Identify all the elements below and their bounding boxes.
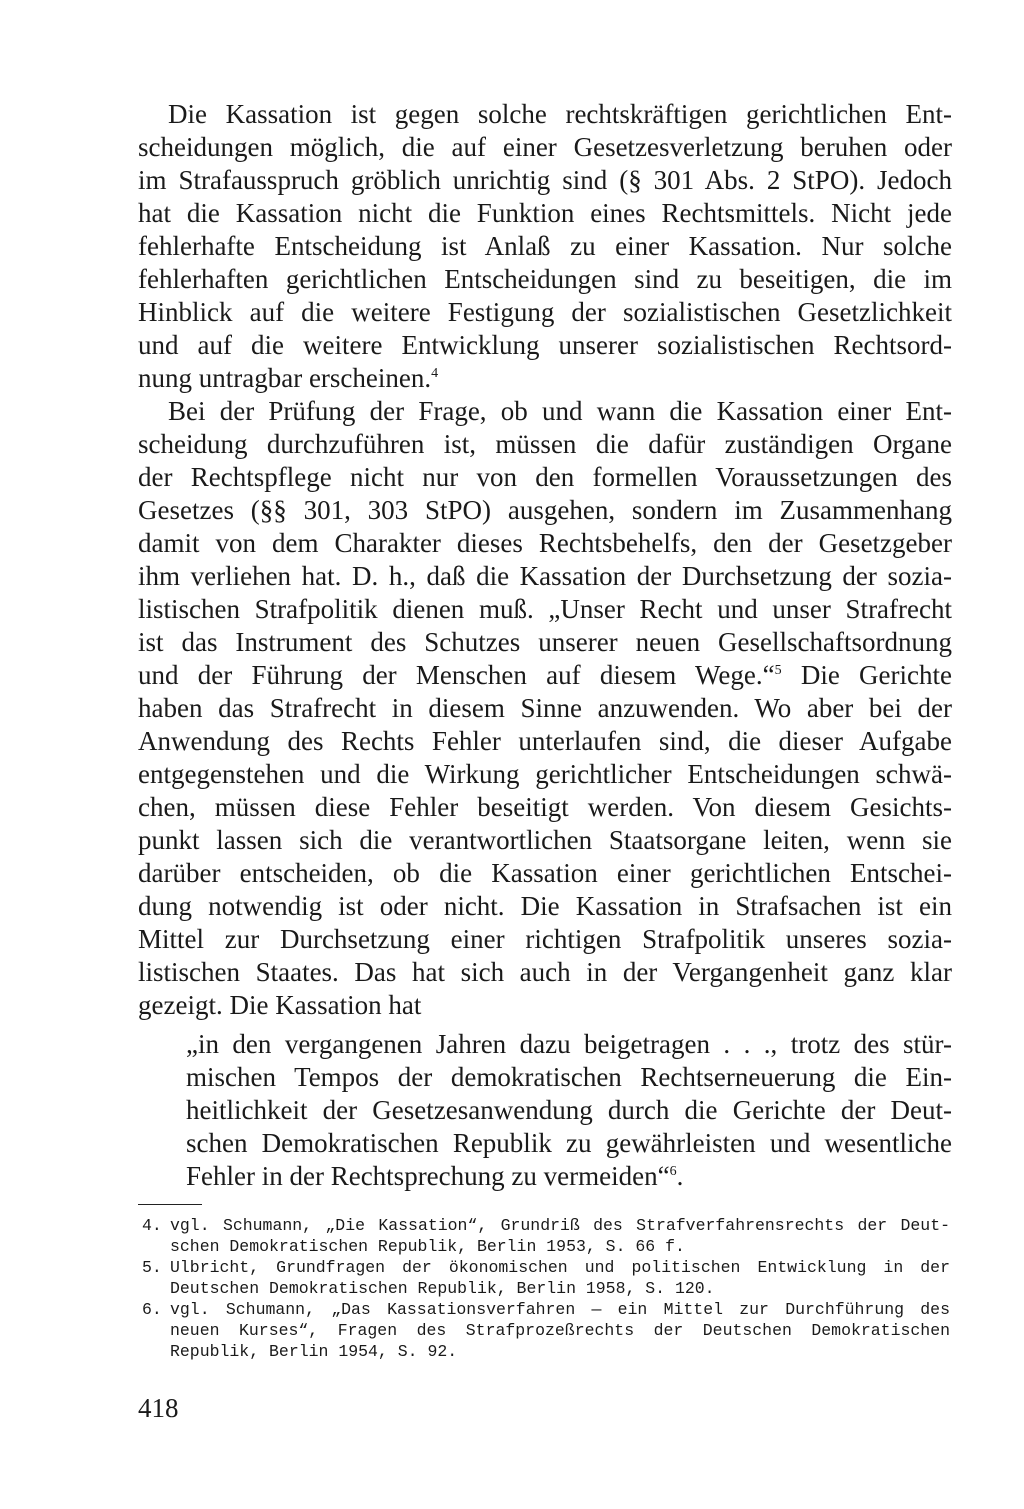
paragraph-2-line-9-after: Die Gerichte xyxy=(781,660,952,690)
paragraph-2-line-9-before: und der Führung der Menschen auf diesem Wege.“ xyxy=(138,660,775,690)
paragraph-2-line-13: chen, müssen diese Fehler beseitigt werden. Von diesem Gesichts- xyxy=(138,792,952,822)
paragraph-2-line-4: Gesetzes (§§ 301, 303 StPO) ausgehen, sondern im Zusammenhang xyxy=(138,495,952,525)
paragraph-2-line-16: dung notwendig ist oder nicht. Die Kassation in Strafsachen ist ein xyxy=(138,891,952,921)
paragraph-1-line-4: hat die Kassation nicht die Funktion eines Rechtsmittels. Nicht jede xyxy=(138,198,952,228)
paragraph-1-line-7: Hinblick auf die weitere Festigung der sozialistischen Gesetzlichkeit xyxy=(138,297,952,327)
paragraph-1-line-5: fehlerhafte Entscheidung ist Anlaß zu einer Kassation. Nur solche xyxy=(138,231,952,261)
paragraph-2-line-15: darüber entscheiden, ob die Kassation einer gerichtlichen Entschei- xyxy=(138,858,952,888)
quote-line-3: heitlichkeit der Gesetzesanwendung durch die Gerichte der Deut- xyxy=(186,1095,952,1125)
footnote-6-line-3: Republik, Berlin 1954, S. 92. xyxy=(170,1342,458,1361)
quote-line-5-text: Fehler in der Rechtsprechung zu vermeiden“ xyxy=(186,1161,670,1191)
footnote-ref-4: 4 xyxy=(431,366,439,381)
quote-line-4: schen Demokratischen Republik zu gewährleisten und wesentliche xyxy=(186,1128,952,1158)
paragraph-2-line-10: haben das Strafrecht in diesem Sinne anzuwenden. Wo aber bei der xyxy=(138,693,952,723)
quote-line-2: mischen Tempos der demokratischen Rechtserneuerung die Ein- xyxy=(186,1062,952,1092)
footnote-6-line-1: vgl. Schumann, „Das Kassationsverfahren — ein Mittel zur Durchführung des xyxy=(170,1300,950,1319)
footnote-4-line-2: schen Demokratischen Republik, Berlin 1953, S. 66 f. xyxy=(170,1237,685,1256)
quote-line-5 xyxy=(186,1160,952,1192)
footnote-ref-6: 6 xyxy=(669,1164,677,1179)
paragraph-2-line-18: listischen Staates. Das hat sich auch in der Vergangenheit ganz klar xyxy=(138,957,952,987)
footnote-5-line-1: Ulbricht, Grundfragen der ökonomischen und politischen Entwicklung in der xyxy=(170,1258,950,1277)
paragraph-2-line-11: Anwendung des Rechts Fehler unterlaufen sind, die dieser Aufgabe xyxy=(138,726,952,756)
paragraph-2-line-19: gezeigt. Die Kassation hat xyxy=(138,990,422,1020)
quote-line-1: „in den vergangenen Jahren dazu beigetragen . . ., trotz des stür- xyxy=(186,1029,952,1059)
paragraph-2-line-1: Bei der Prüfung der Frage, ob und wann die Kassation einer Ent- xyxy=(168,396,952,426)
paragraph-1-line-9-text: nung untragbar erscheinen. xyxy=(138,363,432,393)
paragraph-2-line-5: damit von dem Charakter dieses Rechtsbehelfs, den der Gesetzgeber xyxy=(138,528,952,558)
footnote-5-line-2: Deutschen Demokratischen Republik, Berlin 1958, S. 120. xyxy=(170,1279,715,1298)
paragraph-2-line-7: listischen Strafpolitik dienen muß. „Unser Recht und unser Strafrecht xyxy=(138,594,952,624)
paragraph-2-line-3: der Rechtspflege nicht nur von den formellen Voraussetzungen des xyxy=(138,462,952,492)
paragraph-1-line-3: im Strafausspruch gröblich unrichtig sind (§ 301 Abs. 2 StPO). Jedoch xyxy=(138,165,952,195)
paragraph-2-line-14: punkt lassen sich die verantwortlichen Staatsorgane leiten, wenn sie xyxy=(138,825,952,855)
footnote-6-number: 6. xyxy=(142,1300,162,1319)
paragraph-1-line-1: Die Kassation ist gegen solche rechtskräftigen gerichtlichen Ent- xyxy=(168,99,952,129)
paragraph-1-line-2: scheidungen möglich, die auf einer Gesetzesverletzung beruhen oder xyxy=(138,132,952,162)
paragraph-2-line-9 xyxy=(138,659,952,691)
footnote-separator xyxy=(138,1204,202,1205)
paragraph-2-line-17: Mittel zur Durchsetzung einer richtigen Strafpolitik unseres sozia- xyxy=(138,924,952,954)
paragraph-2-line-2: scheidung durchzuführen ist, müssen die dafür zuständigen Organe xyxy=(138,429,952,459)
quote-line-5-end: . xyxy=(676,1161,684,1191)
paragraph-2-line-6: ihm verliehen hat. D. h., daß die Kassation der Durchsetzung der sozia- xyxy=(138,561,952,591)
footnote-4-line-1: vgl. Schumann, „Die Kassation“, Grundriß des Strafverfahrensrechts der Deut- xyxy=(170,1216,950,1235)
footnote-4-number: 4. xyxy=(142,1216,162,1235)
paragraph-1-line-9 xyxy=(138,362,952,394)
footnote-ref-5: 5 xyxy=(774,663,782,678)
page-number: 418 xyxy=(138,1393,179,1423)
paragraph-1-line-6: fehlerhaften gerichtlichen Entscheidungen sind zu beseitigen, die im xyxy=(138,264,952,294)
paragraph-2-line-12: entgegenstehen und die Wirkung gerichtlicher Entscheidungen schwä- xyxy=(138,759,952,789)
paragraph-1-line-8: und auf die weitere Entwicklung unserer sozialistischen Rechtsord- xyxy=(138,330,952,360)
footnote-6-line-2: neuen Kurses“, Fragen des Strafprozeßrechts der Deutschen Demokratischen xyxy=(170,1321,950,1340)
footnote-5-number: 5. xyxy=(142,1258,162,1277)
paragraph-2-line-8: ist das Instrument des Schutzes unserer neuen Gesellschaftsordnung xyxy=(138,627,952,657)
